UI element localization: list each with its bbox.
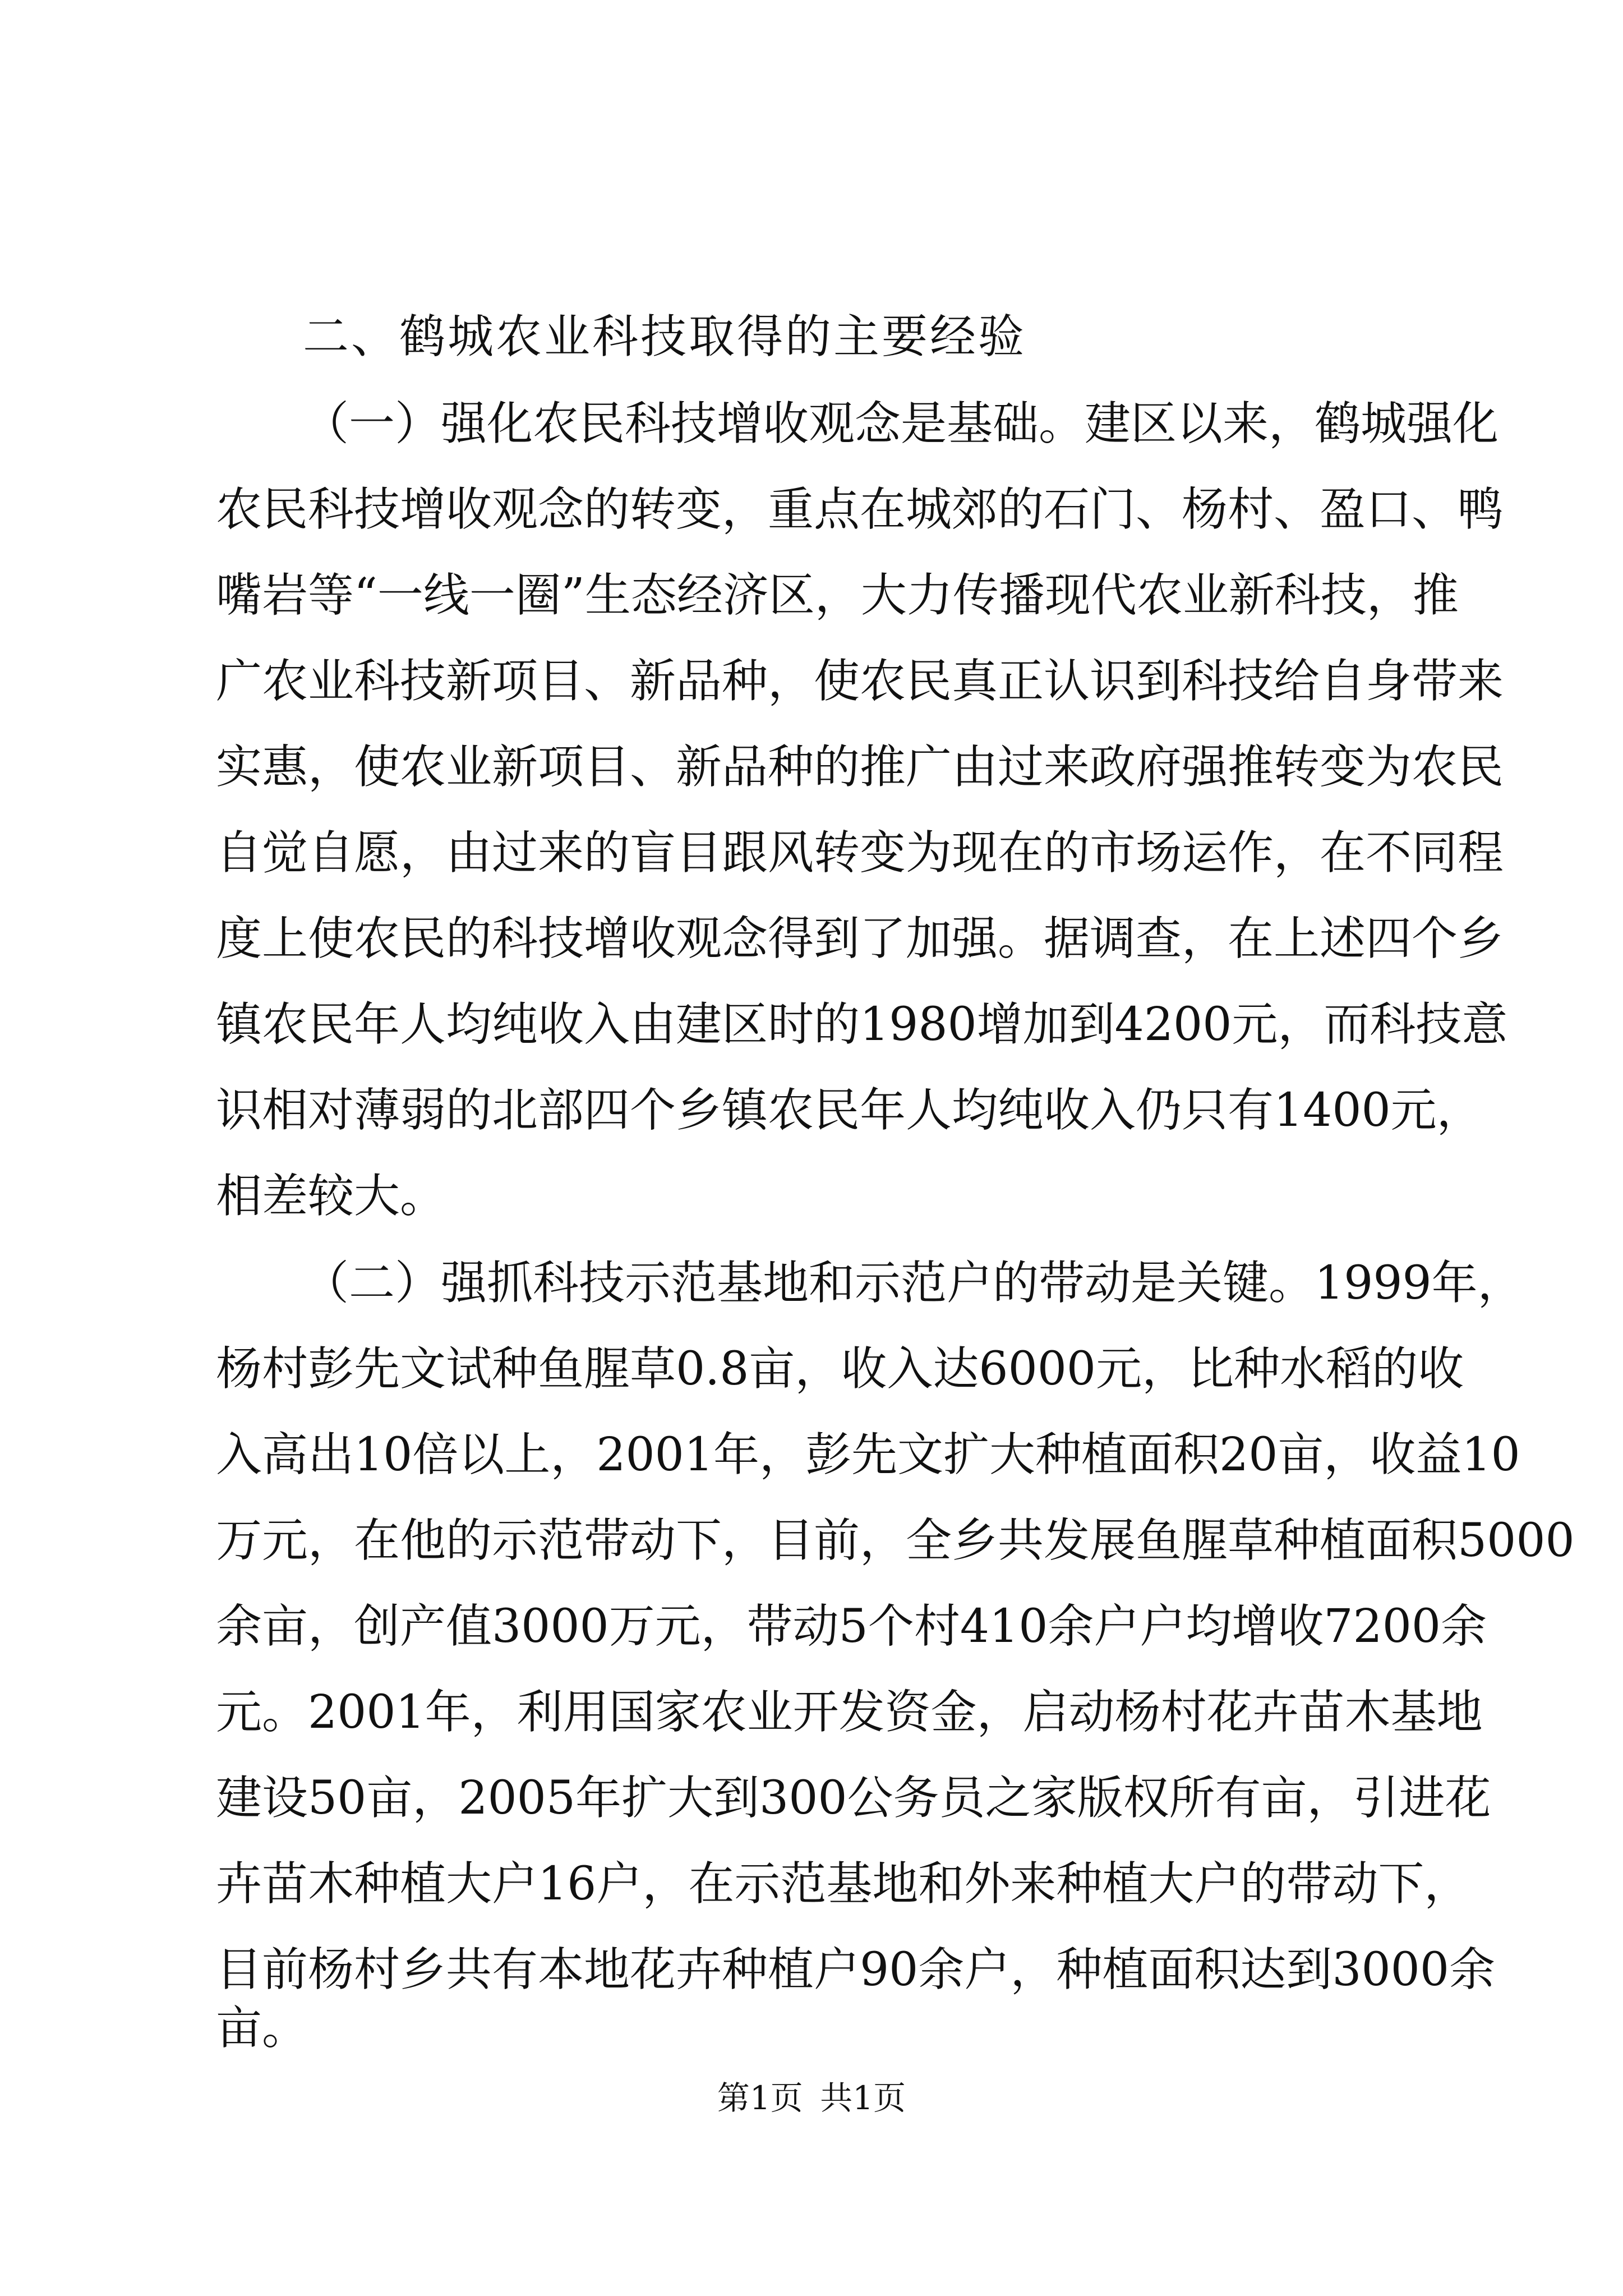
paragraph-line: 嘴岩等“一线一圈”生态经济区，大力传播现代农业新科技，推: [216, 569, 1459, 622]
paragraph-line: 镇农民年人均纯收入由建区时的1980增加到4200元，而科技意: [216, 998, 1508, 1051]
paragraph-line: 度上使农民的科技增收观念得到了加强。据调查，在上述四个乡: [216, 912, 1504, 965]
page-footer: [0, 2076, 1623, 2120]
paragraph-line: （二）强抓科技示范基地和示范户的带动是关键。1999年，: [303, 1257, 1524, 1310]
paragraph-line: 元。2001年，利用国家农业开发资金，启动杨村花卉苗木基地: [216, 1686, 1483, 1739]
page-total: 共1页: [820, 2079, 906, 2117]
paragraph-line: 建设50亩，2005年扩大到300公务员之家版权所有亩，引进花: [216, 1772, 1491, 1825]
paragraph-line: 实惠，使农业新项目、新品种的推广由过来政府强推转变为农民: [216, 740, 1504, 794]
paragraph-line: 余亩，创产值3000万元，带动5个村410余户户均增收7200余: [216, 1600, 1487, 1653]
paragraph-line: 杨村彭先文试种鱼腥草0.8亩，收入达6000元，比种水稻的收: [216, 1342, 1464, 1396]
section-heading: 二、鹤城农业科技取得的主要经验: [303, 310, 1027, 364]
paragraph-line: 卉苗木种植大户16户，在示范基地和外来种植大户的带动下，: [216, 1857, 1470, 1911]
paragraph-line: 农民科技增收观念的转变，重点在城郊的石门、杨村、盈口、鸭: [216, 483, 1504, 536]
paragraph-line: 相差较大。: [216, 1170, 446, 1223]
paragraph-line: 万元，在他的示范带动下，目前，全乡共发展鱼腥草种植面积5000: [216, 1514, 1575, 1567]
paragraph-line: （一）强化农民科技增收观念是基础。建区以来，鹤城强化: [303, 397, 1499, 450]
paragraph-line: 亩。: [216, 2001, 308, 2055]
paragraph-line: 目前杨村乡共有本地花卉种植户90余户，种植面积达到3000余: [216, 1943, 1496, 1996]
paragraph-line: 识相对薄弱的北部四个乡镇农民年人均纯收入仍只有1400元，: [216, 1084, 1483, 1137]
paragraph-line: 广农业科技新项目、新品种，使农民真正认识到科技给自身带来: [216, 655, 1504, 708]
page-number: 第1页: [717, 2079, 803, 2117]
paragraph-line: 入高出10倍以上，2001年，彭先文扩大种植面积20亩，收益10: [216, 1428, 1520, 1481]
paragraph-line: 自觉自愿，由过来的盲目跟风转变为现在的市场运作，在不同程: [216, 826, 1504, 880]
